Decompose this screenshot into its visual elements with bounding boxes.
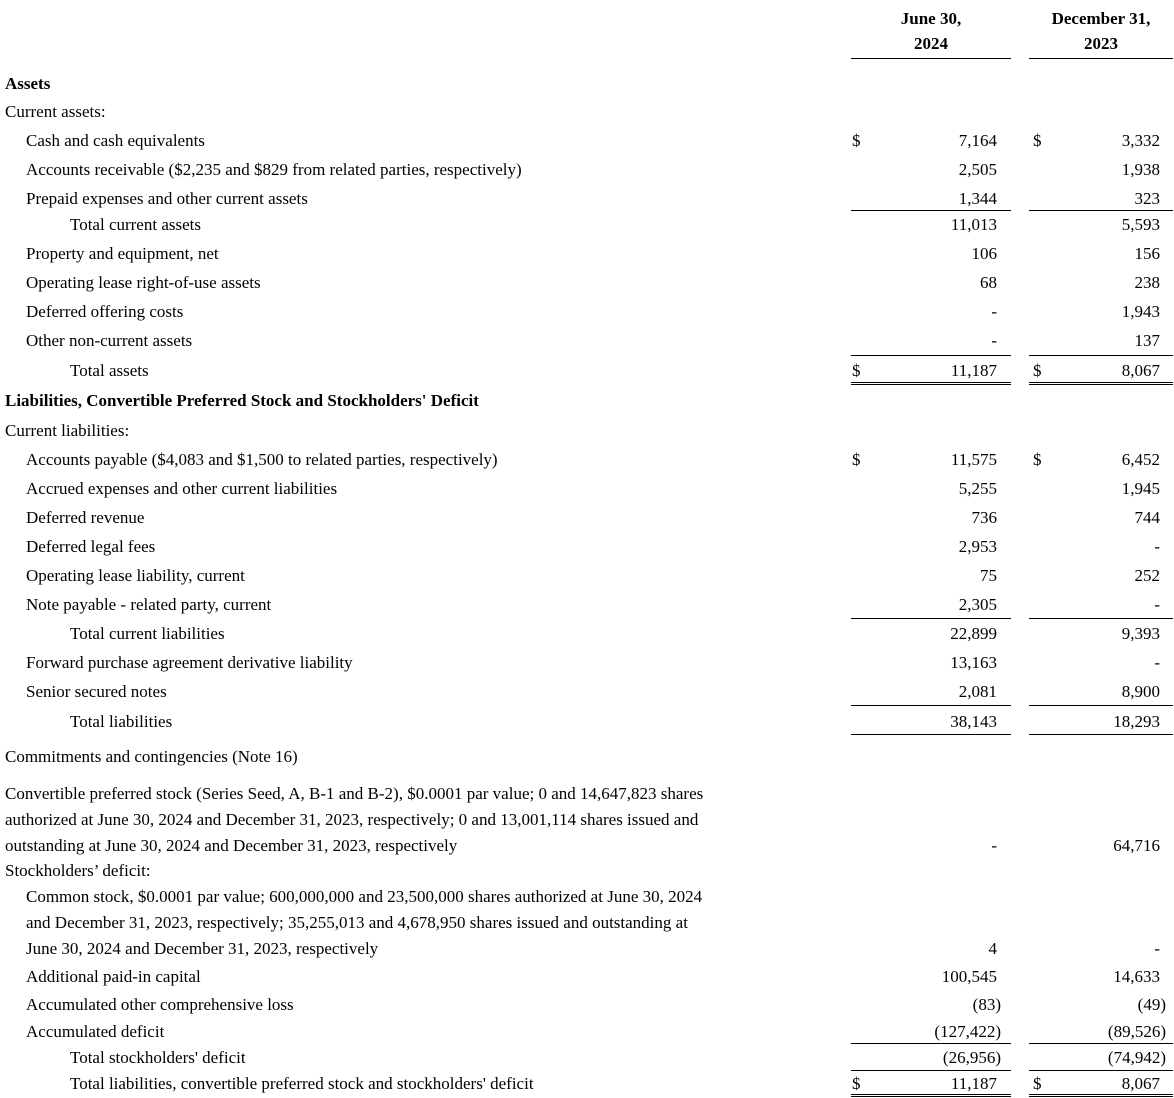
value-june-2024: 736	[971, 508, 997, 527]
description-line: Common stock, $0.0001 par value; 600,000,000 and 23,500,000 shares authorized at June 30, 2024	[26, 887, 703, 906]
value-dec-2023: 9,393	[1121, 624, 1160, 643]
value-dec-2023: 6,452	[1121, 450, 1160, 469]
double-rule-line	[1029, 1094, 1173, 1095]
value-dec-2023: 323	[1134, 189, 1160, 208]
column-header-line: December 31,	[1051, 9, 1151, 28]
value-dec-2023: -	[1154, 595, 1160, 614]
row-label: Total liabilities	[70, 712, 173, 731]
value-june-2024: 5,255	[958, 479, 997, 498]
value-dec-2023: 8,900	[1121, 682, 1160, 701]
rule-line	[1029, 618, 1173, 619]
value-dec-2023: -	[1154, 939, 1160, 958]
value-june-2024: 11,575	[950, 450, 997, 469]
value-june-2024: 7,164	[958, 131, 997, 150]
row-label: Total current liabilities	[70, 624, 225, 643]
row-label: Other non-current assets	[26, 331, 193, 350]
section-heading-liabilities: Liabilities, Convertible Preferred Stock and Stockholders' Deficit	[5, 391, 479, 410]
double-rule-line	[851, 382, 1011, 383]
rule-line	[851, 355, 1011, 356]
rule-line	[1029, 734, 1173, 735]
row-label: Accounts payable ($4,083 and $1,500 to related parties, respectively)	[26, 450, 498, 469]
value-june-2024: 100,545	[941, 967, 997, 986]
value-june-2024: 68	[980, 273, 997, 292]
value-dec-2023: 3,332	[1121, 131, 1160, 150]
currency-symbol: $	[852, 450, 861, 469]
row-label: Deferred legal fees	[26, 537, 156, 556]
row-label: Prepaid expenses and other current assets	[26, 189, 308, 208]
value-dec-2023: 18,293	[1113, 712, 1160, 731]
value-dec-2023: 137	[1134, 331, 1160, 350]
value-june-2024: (127,422)	[934, 1022, 1001, 1041]
subheading-current-liabilities: Current liabilities:	[5, 421, 130, 440]
value-june-2024: -	[991, 302, 997, 321]
value-dec-2023: 238	[1134, 273, 1160, 292]
value-dec-2023: -	[1154, 653, 1160, 672]
currency-symbol: $	[1033, 131, 1042, 150]
double-rule-line	[851, 1096, 1011, 1097]
column-header-line: June 30,	[900, 9, 962, 28]
row-label: Total stockholders' deficit	[70, 1048, 246, 1067]
double-rule-line	[851, 1094, 1011, 1095]
currency-symbol: $	[1033, 1074, 1042, 1093]
value-dec-2023: (74,942)	[1107, 1048, 1166, 1067]
row-label: Accumulated other comprehensive loss	[26, 995, 294, 1014]
value-june-2024: 22,899	[950, 624, 997, 643]
subheading-current-assets: Current assets:	[5, 102, 106, 121]
column-header-line: 2023	[1084, 34, 1118, 53]
value-june-2024: -	[991, 836, 997, 855]
value-june-2024: 4	[988, 939, 997, 958]
subheading-stockholders-deficit: Stockholders’ deficit:	[5, 861, 151, 880]
column-header-dec-2023	[1029, 6, 1173, 59]
value-june-2024: (83)	[972, 995, 1001, 1014]
rule-line	[851, 705, 1011, 706]
value-dec-2023: 8,067	[1121, 1074, 1160, 1093]
row-label: Accumulated deficit	[26, 1022, 165, 1041]
description-line: outstanding at June 30, 2024 and December 31, 2023, respectively	[5, 836, 458, 855]
value-june-2024: 2,505	[958, 160, 997, 179]
value-june-2024: 2,953	[958, 537, 997, 556]
row-label: Total liabilities, convertible preferred stock and stockholders' deficit	[70, 1074, 534, 1093]
commitments-note: Commitments and contingencies (Note 16)	[5, 747, 298, 766]
value-june-2024: -	[991, 331, 997, 350]
section-heading-assets: Assets	[5, 74, 51, 93]
value-dec-2023: 1,945	[1121, 479, 1160, 498]
row-label: Note payable - related party, current	[26, 595, 272, 614]
rule-line	[851, 618, 1011, 619]
double-rule-line	[851, 384, 1011, 385]
rule-line	[851, 1043, 1011, 1044]
row-label: Accrued expenses and other current liabilities	[26, 479, 338, 498]
preferred-stock-description	[5, 781, 703, 859]
row-label: Cash and cash equivalents	[26, 131, 205, 150]
rule-line	[851, 734, 1011, 735]
double-rule-line	[1029, 382, 1173, 383]
value-dec-2023: 744	[1134, 508, 1160, 527]
row-label: Senior secured notes	[26, 682, 167, 701]
row-label: Deferred offering costs	[26, 302, 184, 321]
description-line: Convertible preferred stock (Series Seed, A, B-1 and B-2), $0.0001 par value; 0 and 14,647,823 shares	[5, 784, 704, 803]
value-june-2024: 2,305	[958, 595, 997, 614]
row-label: Total assets	[70, 361, 149, 380]
column-header-june-2024	[851, 6, 1011, 59]
row-label: Accounts receivable ($2,235 and $829 from related parties, respectively)	[26, 160, 522, 179]
value-dec-2023: -	[1154, 537, 1160, 556]
value-june-2024: 106	[971, 244, 997, 263]
row-label: Operating lease liability, current	[26, 566, 245, 585]
rule-line	[1029, 1043, 1173, 1044]
double-rule-line	[1029, 1096, 1173, 1097]
value-dec-2023: 5,593	[1121, 215, 1160, 234]
value-june-2024: 2,081	[958, 682, 997, 701]
value-june-2024: 11,013	[950, 215, 997, 234]
value-june-2024: 75	[980, 566, 997, 585]
rule-line	[1029, 705, 1173, 706]
value-june-2024: 1,344	[958, 189, 997, 208]
value-dec-2023: 1,943	[1121, 302, 1160, 321]
row-label: Operating lease right-of-use assets	[26, 273, 261, 292]
double-rule-line	[1029, 384, 1173, 385]
rule-line	[851, 210, 1011, 211]
value-dec-2023: 252	[1134, 566, 1160, 585]
currency-symbol: $	[852, 131, 861, 150]
value-june-2024: 11,187	[950, 1074, 997, 1093]
value-dec-2023: (49)	[1137, 995, 1166, 1014]
currency-symbol: $	[852, 1074, 861, 1093]
value-dec-2023: 8,067	[1121, 361, 1160, 380]
value-dec-2023: (89,526)	[1107, 1022, 1166, 1041]
value-june-2024: 38,143	[950, 712, 997, 731]
description-line: and December 31, 2023, respectively; 35,255,013 and 4,678,950 shares issued and outstanding at	[26, 913, 688, 932]
currency-symbol: $	[852, 361, 861, 380]
rule-line	[1029, 355, 1173, 356]
row-label: Additional paid-in capital	[26, 967, 201, 986]
currency-symbol: $	[1033, 450, 1042, 469]
value-dec-2023: 64,716	[1113, 836, 1160, 855]
common-stock-description	[26, 884, 702, 962]
rule-line	[1029, 210, 1173, 211]
currency-symbol: $	[1033, 361, 1042, 380]
value-dec-2023: 14,633	[1113, 967, 1160, 986]
value-june-2024: (26,956)	[942, 1048, 1001, 1067]
value-dec-2023: 156	[1134, 244, 1160, 263]
row-label: Deferred revenue	[26, 508, 145, 527]
row-label: Total current assets	[70, 215, 201, 234]
value-june-2024: 11,187	[950, 361, 997, 380]
column-header-line: 2024	[914, 34, 948, 53]
row-label: Property and equipment, net	[26, 244, 219, 263]
description-line: authorized at June 30, 2024 and December 31, 2023, respectively; 0 and 13,001,114 shares issued and	[5, 810, 699, 829]
value-dec-2023: 1,938	[1121, 160, 1160, 179]
description-line: June 30, 2024 and December 31, 2023, respectively	[26, 939, 379, 958]
value-june-2024: 13,163	[950, 653, 997, 672]
row-label: Forward purchase agreement derivative liability	[26, 653, 353, 672]
